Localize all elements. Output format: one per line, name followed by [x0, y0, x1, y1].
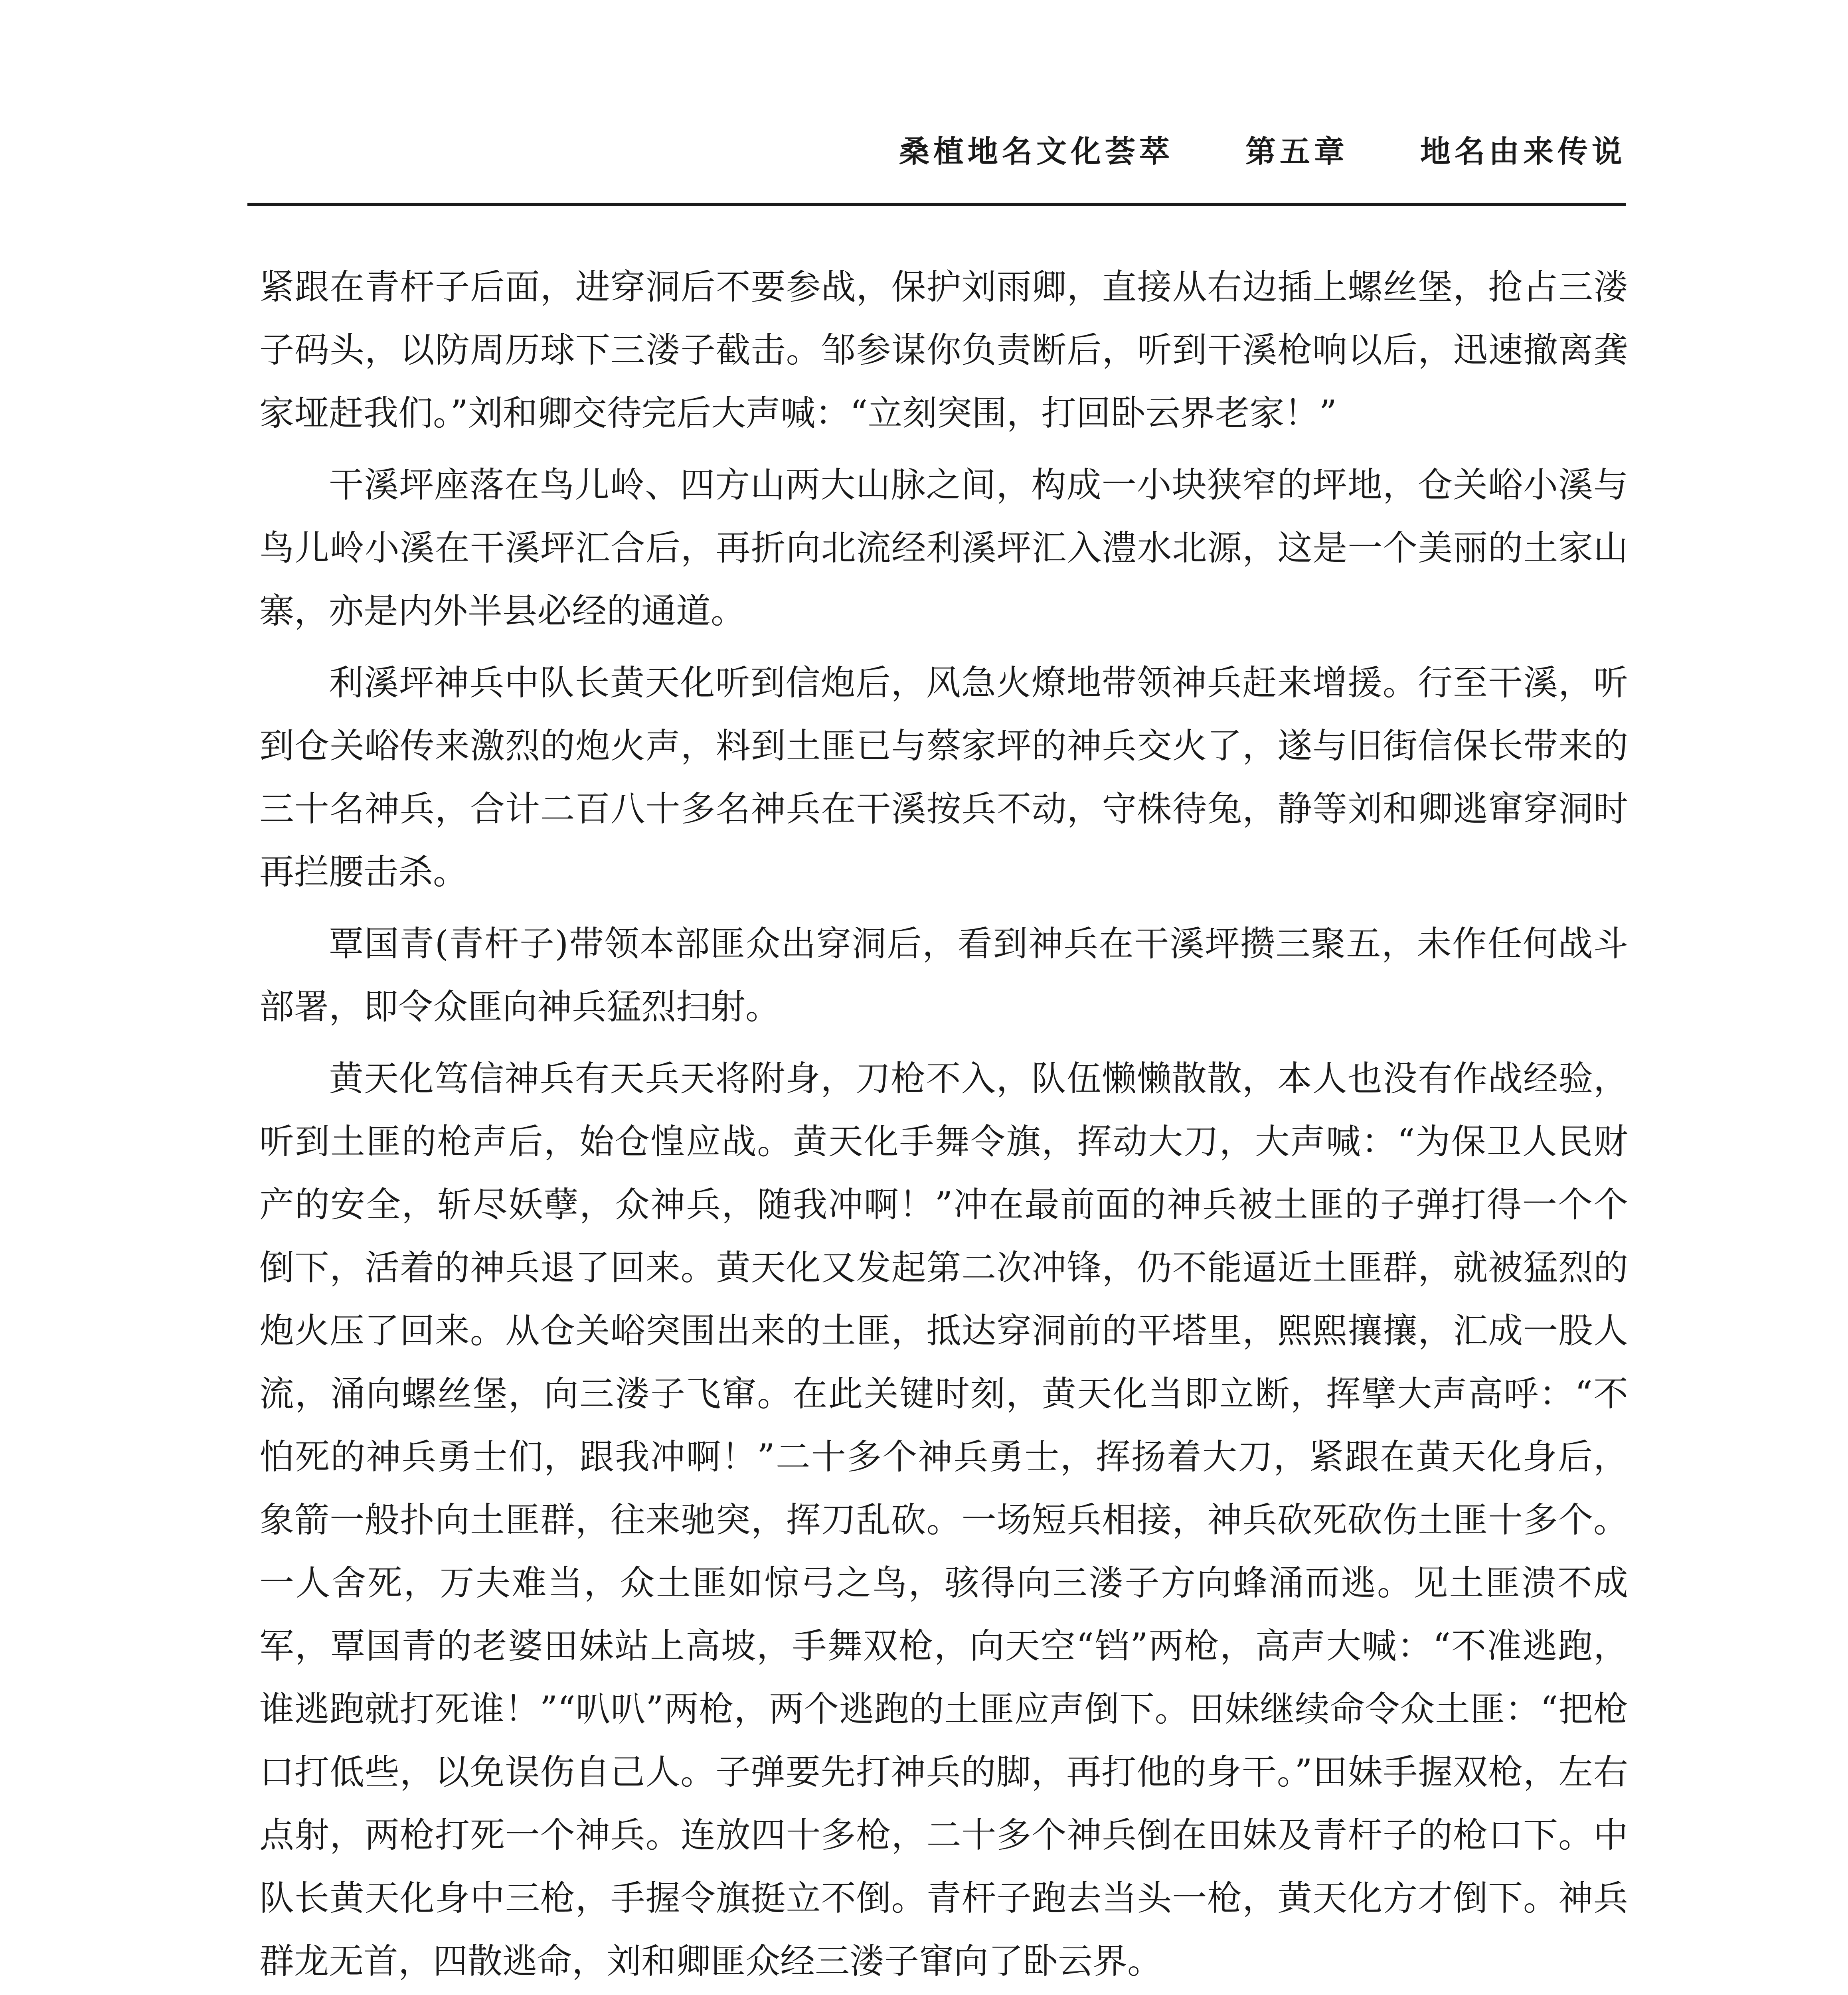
paragraph-2: 干溪坪座落在鸟儿岭、四方山两大山脉之间，构成一小块狭窄的坪地，仓关峪小溪与鸟儿岭小溪在干溪坪汇合后，再折向北流经利溪坪汇入澧水北源，这是一个美丽的土家山寨，亦是内外半县必经的通道。	[259, 464, 1628, 631]
main-text	[259, 255, 1628, 1995]
header-divider	[247, 203, 1626, 206]
running-header	[0, 132, 1626, 172]
chapter-number: 第五章	[1245, 134, 1348, 169]
paragraph-4: 覃国青(青杆子)带领本部匪众出穿洞后，看到神兵在干溪坪攒三聚五，未作任何战斗部署，即令众匪向神兵猛烈扫射。	[259, 923, 1628, 1027]
book-title: 桑植地名文化荟萃	[899, 134, 1174, 169]
paragraph-3: 利溪坪神兵中队长黄天化听到信炮后，风急火燎地带领神兵赶来增援。行至干溪，听到仓关峪传来激烈的炮火声，料到土匪已与蔡家坪的神兵交火了，遂与旧街信保长带来的三十名神兵，合计二百八十多名神兵在干溪按兵不动，守株待兔，静等刘和卿逃窜穿洞时再拦腰击杀。	[259, 662, 1628, 892]
paragraph-5: 黄天化笃信神兵有天兵天将附身，刀枪不入，队伍懒懒散散，本人也没有作战经验，听到土匪的枪声后，始仓惶应战。黄天化手舞令旗，挥动大刀，大声喊：“为保卫人民财产的安全，斩尽妖孽，众神兵，随我冲啊！”冲在最前面的神兵被土匪的子弹打得一个个倒下，活着的神兵退了回来。黄天化又发起第二次冲锋，仍不能逼近土匪群，就被猛烈的炮火压了回来。从仓关峪突围出来的土匪，抵达穿洞前的平塔里，熙熙攘攘，汇成一股人流，涌向螺丝堡，向三溇子飞窜。在此关键时刻，黄天化当即立断，挥擘大声高呼：“不怕死的神兵勇士们，跟我冲啊！”二十多个神兵勇士，挥扬着大刀，紧跟在黄天化身后，象箭一般扑向土匪群，往来驰突，挥刀乱砍。一场短兵相接，神兵砍死砍伤土匪十多个。一人舍死，万夫难当，众土匪如惊弓之鸟，骇得向三溇子方向蜂涌而逃。见土匪溃不成军，覃国青的老婆田妹站上高坡，手舞双枪，向天空“铛”两枪，高声大喊：“不准逃跑，谁逃跑就打死谁！”“叭叭”两枪，两个逃跑的土匪应声倒下。田妹继续命令众土匪：“把枪口打低些，以免误伤自己人。子弹要先打神兵的脚，再打他的身干。”田妹手握双枪，左右点射，两枪打死一个神兵。连放四十多枪，二十多个神兵倒在田妹及青杆子的枪口下。中队长黄天化身中三枪，手握令旗挺立不倒。青杆子跑去当头一枪，黄天化方才倒下。神兵群龙无首，四散逃命，刘和卿匪众经三溇子窜向了卧云界。	[259, 1058, 1628, 1981]
chapter-title: 地名由来传说	[1420, 134, 1626, 169]
paragraph-1: 紧跟在青杆子后面，进穿洞后不要参战，保护刘雨卿，直接从右边插上螺丝堡，抢占三溇子码头，以防周历球下三溇子截击。邹参谋你负责断后，听到干溪枪响以后，迅速撤离龚家垭赶我们。”刘和卿交待完后大声喊：“立刻突围，打回卧云界老家！”	[259, 267, 1628, 433]
